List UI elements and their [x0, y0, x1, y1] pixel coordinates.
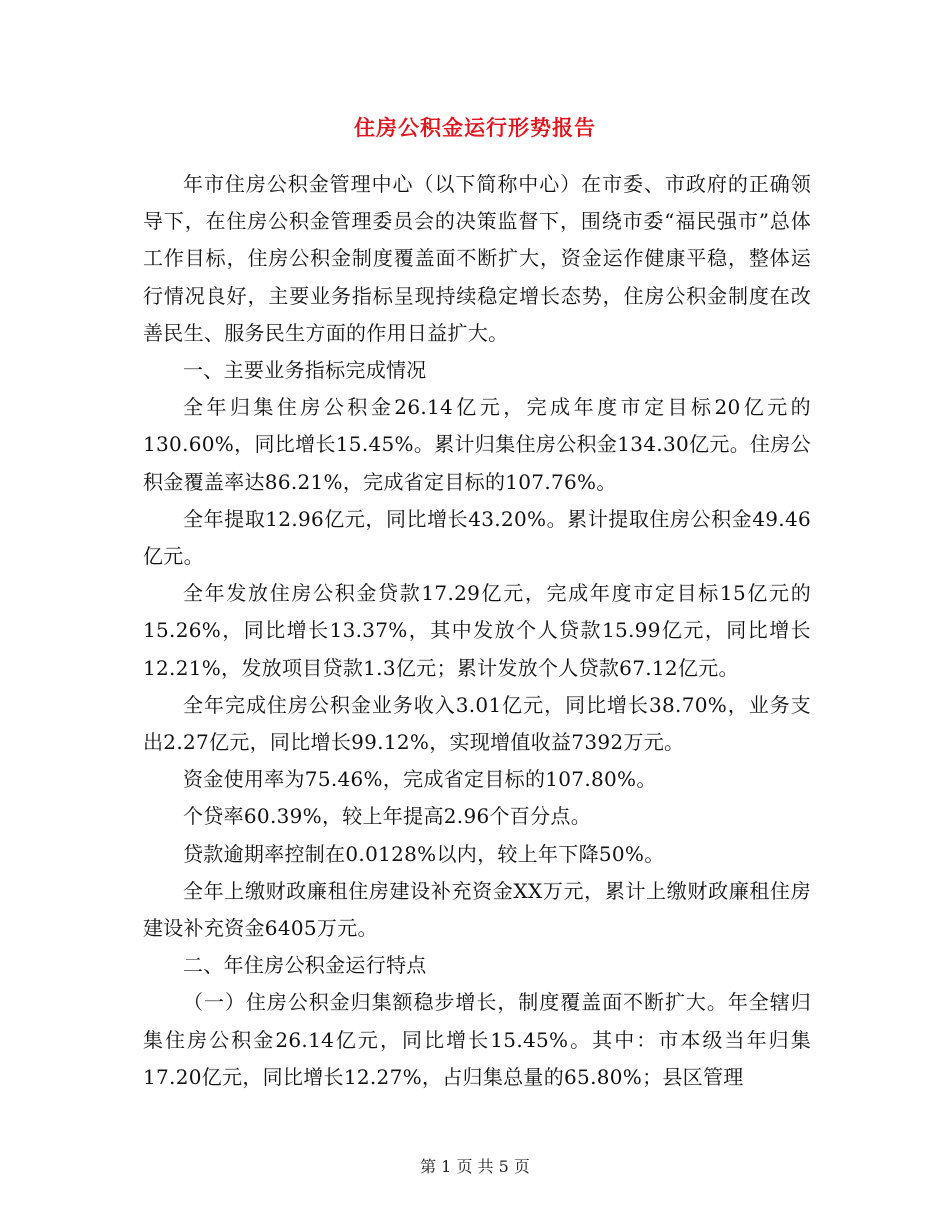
collection-paragraph: 全年归集住房公积金26.14亿元，完成年度市定目标20亿元的130.60%，同比增长15.45%。累计归集住房公积金134.30亿元。住房公积金覆盖率达86.21%，完成省定目标的107.76%。: [143, 395, 811, 494]
withdrawal-paragraph: 全年提取12.96亿元，同比增长43.20%。累计提取住房公积金49.46亿元。: [143, 506, 811, 569]
section-heading-1: 一、主要业务指标完成情况: [183, 358, 427, 383]
revenue-paragraph: 全年完成住房公积金业务收入3.01亿元，同比增长38.70%，业务支出2.27亿元，同比增长99.12%，实现增值收益7392万元。: [143, 692, 811, 755]
intro-paragraph: 年市住房公积金管理中心（以下简称中心）在市委、市政府的正确领导下，在住房公积金管理委员会的决策监督下，围绕市委“福民强市”总体工作目标，住房公积金制度覆盖面不断扩大，资金运作健康平稳，整体运行情况良好，主要业务指标呈现持续稳定增长态势，住房公积金制度在改善民生、服务民生方面的作用日益扩大。: [143, 172, 811, 345]
loan-paragraph: 全年发放住房公积金贷款17.29亿元，完成年度市定目标15亿元的15.26%，同比增长13.37%，其中发放个人贷款15.99亿元，同比增长12.21%，发放项目贷款1.3亿元；累计发放个人贷款67.12亿元。: [143, 581, 811, 680]
section-heading-2: 二、年住房公积金运行特点: [183, 953, 427, 978]
document-title: 住房公积金运行形势报告: [354, 115, 596, 140]
page-footer: [0, 1154, 950, 1177]
overdue-rate-paragraph: 贷款逾期率控制在0.0128%以内，较上年下降50%。: [183, 841, 665, 866]
fund-usage-paragraph: 资金使用率为75.46%，完成省定目标的107.80%。: [183, 767, 657, 792]
fiscal-contribution-paragraph: 全年上缴财政廉租住房建设补充资金XX万元，累计上缴财政廉租住房建设补充资金6405万元。: [143, 878, 811, 941]
loan-ratio-paragraph: 个贷率60.39%，较上年提高2.96个百分点。: [183, 804, 591, 829]
document-body: [143, 166, 811, 1096]
page-number: 第 1 页 共 5 页: [420, 1157, 530, 1176]
feature-paragraph-1: （一）住房公积金归集额稳步增长，制度覆盖面不断扩大。年全辖归集住房公积金26.14亿元，同比增长15.45%。其中：市本级当年归集17.20亿元，同比增长12.27%，占归集总量的65.80%；县区管理: [143, 990, 811, 1089]
